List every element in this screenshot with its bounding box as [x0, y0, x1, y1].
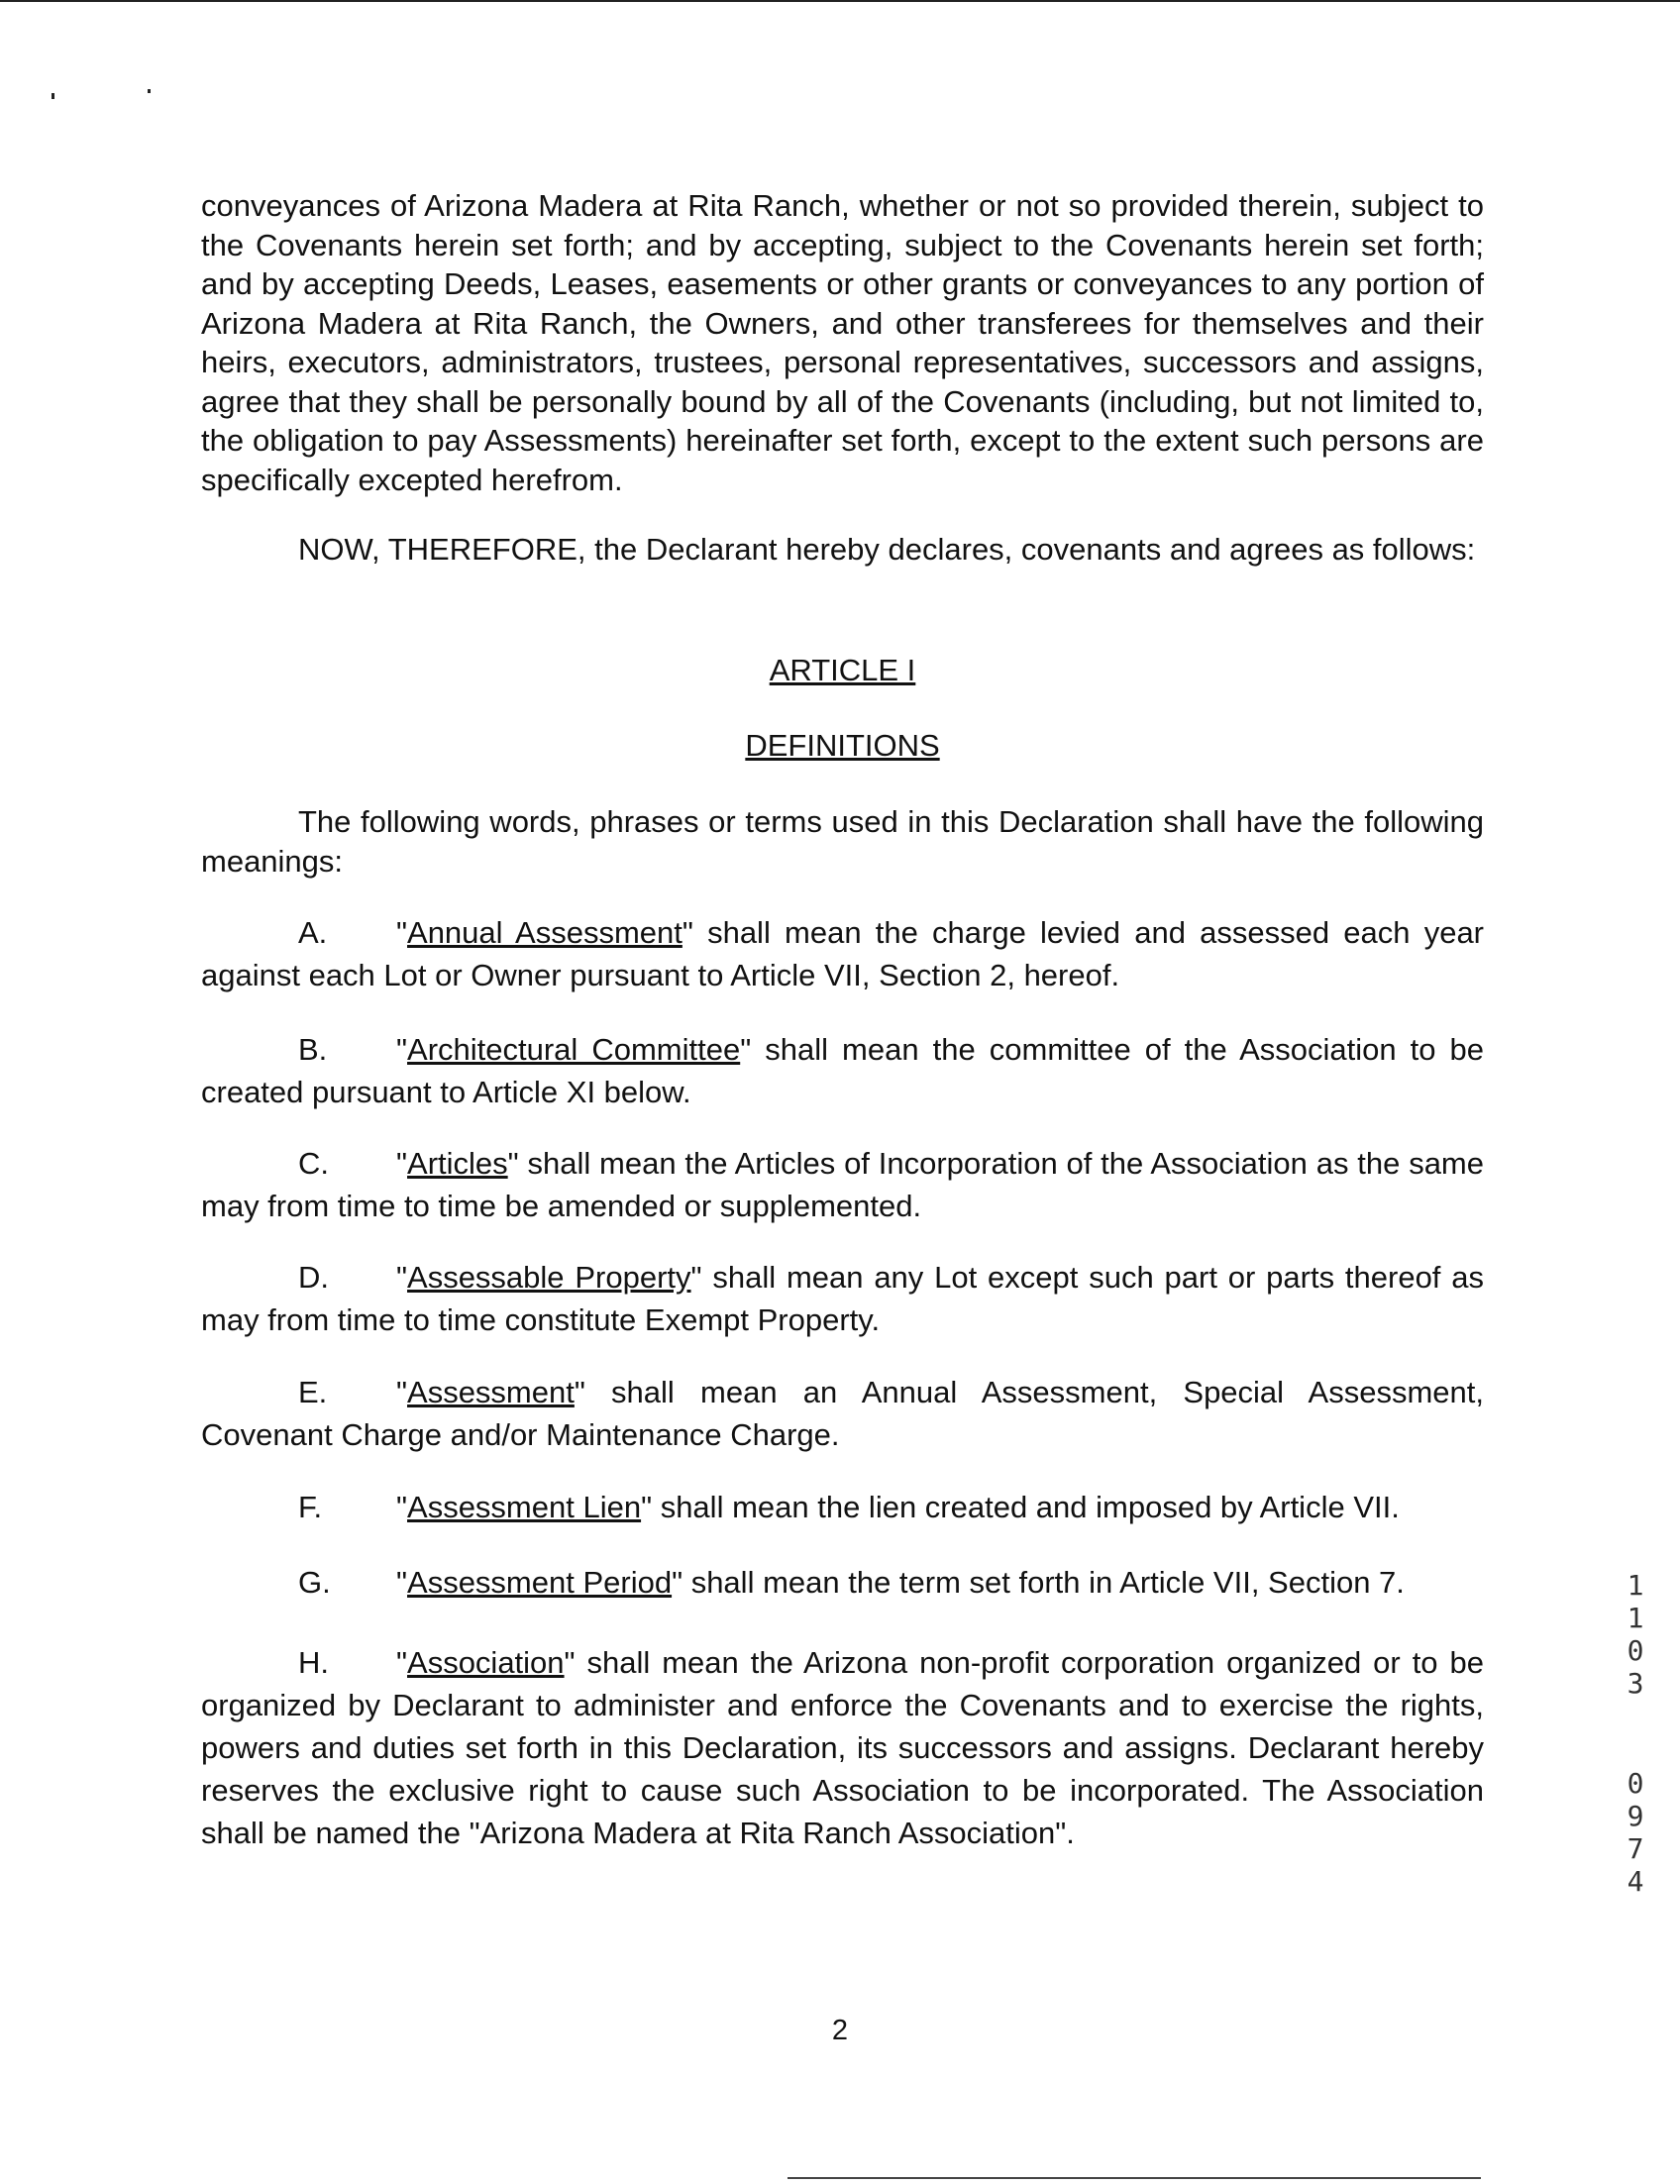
article-heading: ARTICLE I [769, 653, 916, 687]
definition-text: " shall mean the Arizona non-profit corporation organized or to be organized by Declarant to administer and enforce the Covenants and to exercise the rights, powers and duties set forth in this Declaration, its successors and assigns. Declarant hereby reserves the exclusive right to cause such Association to be incorporated. The Association shall be named the "Arizona Madera at Rita Ranch Association". [201, 1645, 1484, 1850]
definition-letter: H. [298, 1645, 329, 1680]
definition-text: " shall mean the charge levied and assessed each year against each Lot or Owner pursuant to Article VII, Section 2, hereof. [201, 915, 1485, 992]
definition-b: B. "Architectural Committee" shall mean the committee of the Association to be created pursuant to Article XI below. [201, 1028, 1484, 1113]
definition-h: H. "Association" shall mean the Arizona non-profit corporation organized or to be organized by Declarant to administer and enforce the Covenants and to exercise the rights, powers and duties set forth in this Declaration, its successors and assigns. Declarant hereby reserves the exclusive right to cause such Association to be incorporated. The Association shall be named the "Arizona Madera at Rita Ranch Association". [201, 1641, 1484, 1854]
margin-stamp-bottom: 0974 [1627, 1767, 1644, 1898]
intro-paragraph: conveyances of Arizona Madera at Rita Ranch, whether or not so provided therein, subject to the Covenants herein set forth; and by accepting, subject to the Covenants herein set forth; and by accepting Deeds, Leases, easements or other grants or conveyances to any portion of Arizona Madera at Rita Ranch, the Owners, and other transferees for themselves and their heirs, executors, administrators, trustees, personal representatives, successors and assigns, agree that they shall be personally bound by all of the Covenants (including, but not limited to, the obligation to pay Assessments) hereinafter set forth, except to the extent such persons are specifically excepted herefrom. [201, 188, 1484, 497]
bottom-edge-line [788, 2177, 1481, 2179]
definition-term: Association [407, 1645, 565, 1680]
definition-term: Assessment Period [407, 1565, 673, 1600]
definition-a: A. "Annual Assessment" shall mean the charge levied and assessed each year against each Lot or Owner pursuant to Article VII, Section 2, hereof. [201, 911, 1484, 996]
page-number: 2 [831, 2015, 849, 2046]
definition-term: Articles [407, 1146, 508, 1181]
definition-letter: E. [298, 1375, 328, 1409]
definition-e: E. "Assessment" shall mean an Annual Assessment, Special Assessment, Covenant Charge and/or Maintenance Charge. [201, 1371, 1484, 1456]
definition-c: C. "Articles" shall mean the Articles of Incorporation of the Association as the same may from time to time be amended or supplemented. [201, 1142, 1484, 1227]
definition-g: G. "Assessment Period" shall mean the term set forth in Article VII, Section 7. [201, 1561, 1484, 1604]
definition-letter: F. [298, 1490, 323, 1524]
definition-text: " shall mean any Lot except such part or parts thereof as may from time to time constitute Exempt Property. [201, 1260, 1484, 1337]
margin-stamp-top: 1103 [1627, 1569, 1644, 1700]
definition-term: Annual Assessment [407, 915, 682, 950]
definition-letter: C. [298, 1146, 329, 1181]
scan-speck [148, 89, 151, 93]
top-edge-line [0, 0, 1680, 2]
definition-letter: A. [298, 915, 328, 950]
definition-f: F. "Assessment Lien" shall mean the lien created and imposed by Article VII. [201, 1486, 1484, 1528]
definition-letter: G. [298, 1565, 331, 1600]
definition-term: Assessable Property [407, 1260, 691, 1295]
definition-term: Assessment Lien [407, 1490, 642, 1524]
definition-term: Architectural Committee [407, 1032, 741, 1067]
now-therefore-paragraph: NOW, THEREFORE, the Declarant hereby declares, covenants and agrees as follows: [298, 532, 1476, 567]
definition-text: " shall mean the term set forth in Article VII, Section 7. [672, 1565, 1405, 1600]
definition-letter: D. [298, 1260, 329, 1295]
definition-letter: B. [298, 1032, 328, 1067]
definition-text: " shall mean an Annual Assessment, Special Assessment, Covenant Charge and/or Maintenance Charge. [201, 1375, 1484, 1452]
definition-text: " shall mean the committee of the Association to be created pursuant to Article XI below. [201, 1032, 1484, 1109]
definition-term: Assessment [407, 1375, 575, 1409]
definition-text: " shall mean the Articles of Incorporation of the Association as the same may from time to time be amended or supplemented. [201, 1146, 1484, 1223]
definitions-heading: DEFINITIONS [745, 728, 940, 763]
definition-text: " shall mean the lien created and imposed by Article VII. [641, 1490, 1400, 1524]
definitions-intro: The following words, phrases or terms used in this Declaration shall have the following meanings: [201, 804, 1484, 879]
definition-d: D. "Assessable Property" shall mean any Lot except such part or parts thereof as may from time to time constitute Exempt Property. [201, 1256, 1484, 1341]
scan-speck [52, 93, 54, 99]
